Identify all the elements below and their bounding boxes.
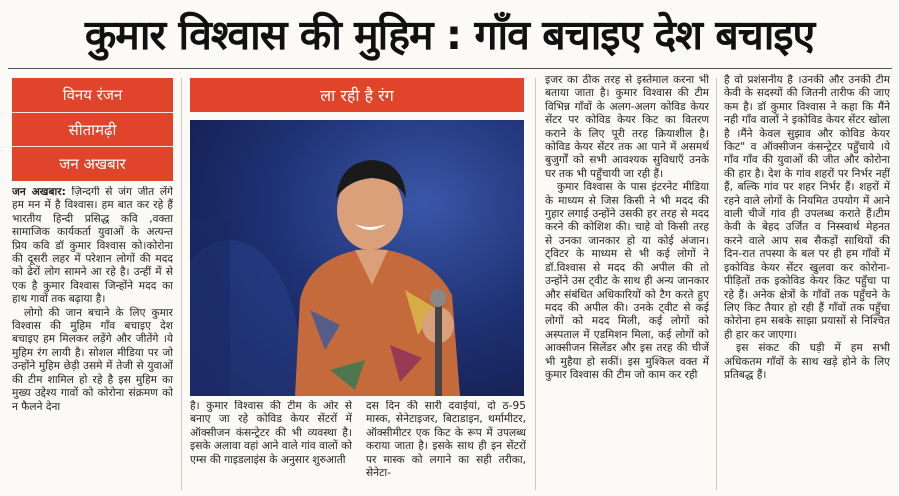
article-paragraph: है। कुमार विश्वास की टीम के ओर से बनाए जा रहे कोविड केयर सेंटरों में ऑक्सीजन कंसन्ट्रेटर की भी व्यवस्था है। इसके अलावा वहां आने वाले गांव वालों को एम्स की गाइडलाइंस के अनुसार शुरुआती <box>190 400 352 466</box>
article-column-5 <box>724 74 890 490</box>
byline-reporter: विनय रंजन <box>12 78 173 113</box>
article-paragraph: है वो प्रशंसनीय है ।उनकी और उनकी टीम केवी के सदस्यों की जितनी तारीफ की जाए कम है। डॉ कुमार विश्वास ने कहा कि मैंने नही गाँव वालों ने इकोविड केयर सेंटर खोला है ।मैंने केवल सुझाव और कोविड केयर किट" व ऑक्सीजन कंसन्ट्रेटर पहुँचाये ।ये गाँव गाँव की युवाओं की जीत और कोरोना की हार है। देश के गांव शहरों पर निर्भर नहीं हैं, बल्कि गांव पर शहर निर्भर हैं। शहरों में रहने वाले लोगों के नियमित उपयोग में आने वाली चीजें गांव ही उपलब्ध कराते हैं।टीम केवी के बेहद उर्जित व निस्स्वार्थ मेहनत करने वाले आप सब सैकड़ों साथियों की दिन-रात तपस्या के बल पर ही हम गाँवों में इकोविड केयर सेंटर खुलवा कर कोरोना-पीड़ितों तक इकोविड केयर किट पहुँचा पा रहे हैं। अनेक क्षेत्रों के गाँवों तक पहुँचने के लिए किट तैयार हो रही हैं गाँवों तक पहुँचा कोरोना हम सबके साझा प्रयासों से निश्चित ही हार कर जाएगा। <box>724 74 890 341</box>
article-column-1 <box>12 186 173 490</box>
headline-rule <box>8 68 892 69</box>
article-column-2 <box>190 400 352 490</box>
column-divider <box>716 78 717 490</box>
article-paragraph: इस संकट की घड़ी में हम सभी अधिकतम गाँवों के साथ खड़े होने के लिए प्रतिबद्ध हैं। <box>724 342 890 381</box>
byline-box <box>12 78 173 181</box>
tagline-banner: ला रही है रंग <box>190 78 524 112</box>
column-divider <box>181 78 182 490</box>
article-paragraph: इजर का ठीक तरह से इस्तेमाल करना भी बताया जाता है। कुमार विश्वास की टीम विभिन्न गाँवों के अलग-अलग कोविड केयर सेंटर पर कोविड केयर किट का वितरण कराने के लिए पूरी तरह क्रियाशील है। कोविड केयर सेंटर तक आ पाने में असमर्थ बुजुर्गों को सभी आवश्यक सुविधाएँ उनके घर तक भी पहुँचायी जा रही हैं। <box>545 74 709 180</box>
photo-illustration <box>190 120 524 396</box>
article-paragraph: ज़िन्दगी से जंग जीत लेंगे हम मन में है विश्वास। हम बात कर रहे हैं भारतीय हिन्दी प्रसिद्ध कवि ,वक्ता सामाजिक कार्यकर्ता युवाओं के अत्यन्त प्रिय कवि डॉ कुमार विश्वास को।कोरोना की दूसरी लहर में परेशान लोगों की मदद को ढेरों लोग सामने आ रहे है। उन्हीं में से एक है कुमार विश्वास जिन्होंने मदद का हाथ गावों तक बढ़ाया है। <box>12 186 173 306</box>
article-column-4 <box>545 74 709 490</box>
article-paragraph: कुमार विश्वास के पास इंटरनेट मीडिया के माध्यम से जिस किसी ने भी मदद की गुहार लगाई उन्होंने उसकी हर तरह से मदद करने की कोशिश की। चाहे वो किसी तरह से उनका जानकार हो या कोई अंजान। ट्विटर के माध्यम से भी कई लोगों ने डॉ.विश्वास से मदद की अपील की तो उन्होंने उस ट्वीट के साथ ही अन्य जानकार और संबंधित अधिकारियों को टैग करते हुए मदद की अपील की। उनके ट्वीट से कई लोगों को मदद मिली, कई लोगों को अस्पताल में एडमिशन मिला, कई लोगों को आक्सीजन सिलेंडर और इस तरह की चीजें भी मुहैया हो सकीं। इस मुश्किल वक्त में कुमार विश्वास की टीम जो काम कर रही <box>545 181 709 381</box>
byline-publication: जन अखबार <box>59 155 126 174</box>
photo-kumar-vishwas <box>190 120 524 396</box>
byline-location: सीतामढ़ी <box>12 113 173 148</box>
article-paragraph: दस दिन की सारी दवाईयां, दो ठ-95 मास्क, सेनेटाइजर, बिटाडाइन, थर्मामीटर, ऑक्सीमीटर एक किट के रूप में उपलब्ध कराया जाता है। इसके साथ ही इन सेंटरों पर मास्क को लगाने का सही तरीका, सेनेटा- <box>366 400 526 480</box>
headline: कुमार विश्वास की मुहिम : गाँव बचाइए देश बचाइए <box>84 11 815 59</box>
article-paragraph: लोगो की जान बचाने के लिए कुमार विश्वास की मुहिम गाँव बचाइए देश बचाइए हम मिलकर लड़ेंगे और जीतेंगे ।ये मुहिम रंग लायी है। सोशल मीडिया पर जो उन्होंने मुहिम छेड़ी उसमे में तेजी से युवाओं की टीम शामिल हो रहे है इस मुहिम का मुख्य उद्देश्य गावों को कोरोना संक्रमण को न फैलने देना <box>12 306 173 413</box>
article-lead: जन अखबार: <box>12 186 66 198</box>
column-divider <box>535 78 536 490</box>
article-column-3 <box>366 400 526 490</box>
